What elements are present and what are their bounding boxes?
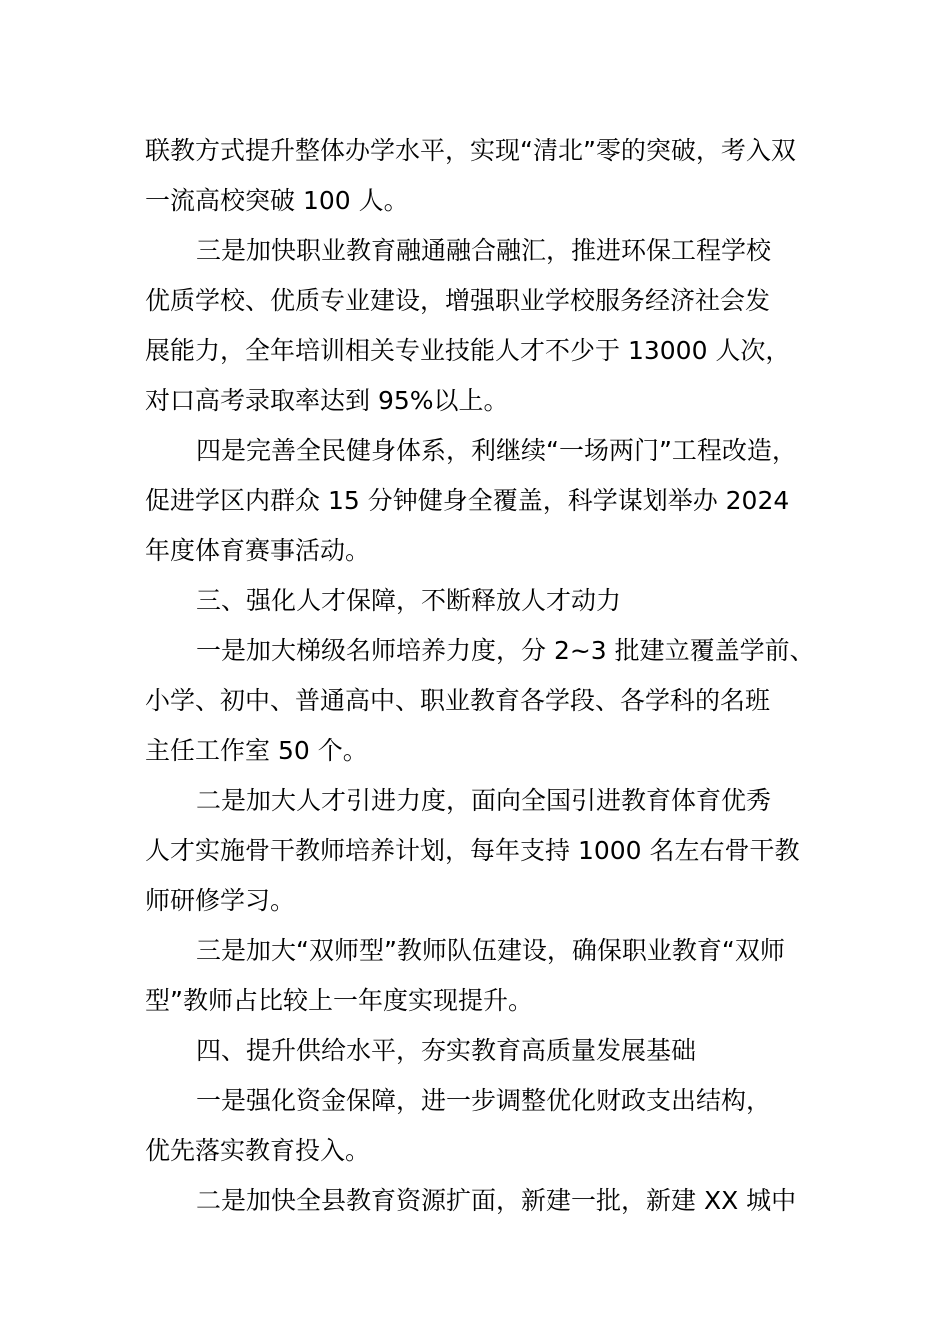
text-line: 优质学校、优质专业建设，增强职业学校服务经济社会发	[145, 286, 771, 315]
section-heading-supply: 四、提升供给水平，夯实教育高质量发展基础	[196, 1036, 697, 1065]
text-line: 主任工作室 50 个。	[145, 736, 368, 765]
text-line: 展能力，全年培训相关专业技能人才不少于 13000 人次，	[145, 336, 791, 365]
text-line: 一流高校突破 100 人。	[145, 186, 409, 215]
text-line: 人才实施骨干教师培养计划，每年支持 1000 名左右骨干教	[145, 836, 800, 865]
paragraph-vocational-education: 三是加快职业教育融通融合融汇，推进环保工程学校	[196, 236, 772, 265]
paragraph-dual-teacher: 三是加大“双师型”教师队伍建设，确保职业教育“双师	[196, 936, 785, 965]
section-heading-talent: 三、强化人才保障，不断释放人才动力	[196, 586, 622, 615]
paragraph-funding: 一是强化资金保障，进一步调整优化财政支出结构，	[196, 1086, 772, 1115]
paragraph-famous-teachers: 一是加大梯级名师培养力度，分 2~3 批建立覆盖学前、	[196, 636, 815, 665]
text-line: 对口高考录取率达到 95%以上。	[145, 386, 509, 415]
paragraph-talent-introduction: 二是加大人才引进力度，面向全国引进教育体育优秀	[196, 786, 772, 815]
text-line-continuation: 联教方式提升整体办学水平，实现“清北”零的突破，考入双	[145, 136, 796, 165]
document-body	[145, 126, 825, 1226]
text-line: 年度体育赛事活动。	[145, 536, 371, 565]
text-line: 师研修学习。	[145, 886, 296, 915]
text-line: 促进学区内群众 15 分钟健身全覆盖，科学谋划举办 2024	[145, 486, 790, 515]
text-line: 型”教师占比较上一年度实现提升。	[145, 986, 533, 1015]
paragraph-national-fitness: 四是完善全民健身体系，利继续“一场两门”工程改造，	[196, 436, 797, 465]
text-line: 小学、初中、普通高中、职业教育各学段、各学科的名班	[145, 686, 771, 715]
paragraph-resource-expansion: 二是加快全县教育资源扩面，新建一批，新建 XX 城中	[196, 1186, 797, 1215]
text-line: 优先落实教育投入。	[145, 1136, 371, 1165]
